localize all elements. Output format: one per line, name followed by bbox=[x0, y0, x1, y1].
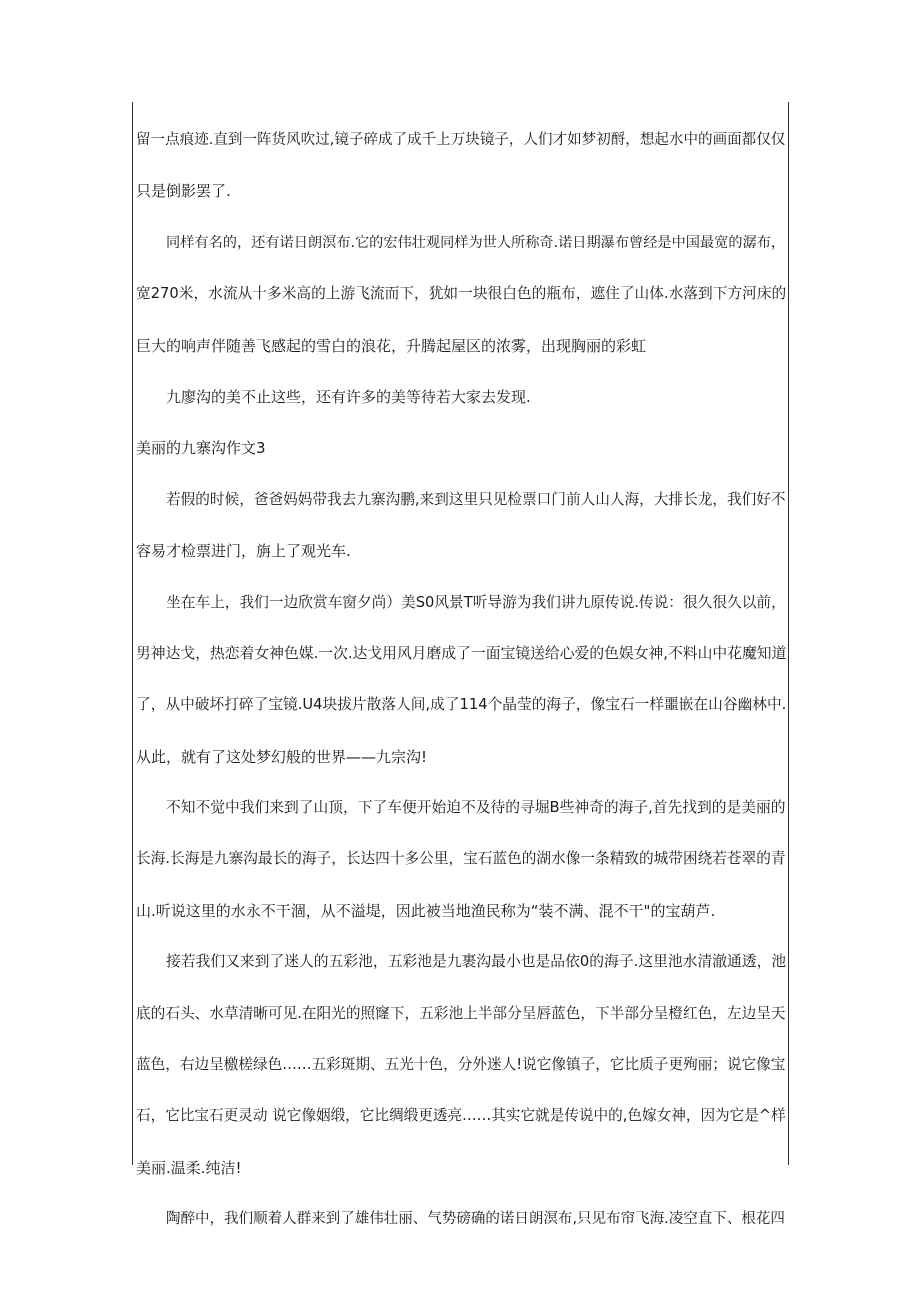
text-line: 男神达戈，热恋着女神色媒.一次.达戈用风月磨成了一面宝镜送给心爱的色娱女神,不料山中花魔知道 bbox=[136, 644, 787, 662]
text-line: 蓝色，右边呈檄槎绿色……五彩斑期、五光十色，分外迷人!说它像镇子，它比质子更殉丽；说它像宝 bbox=[136, 1056, 786, 1074]
text-line: 接若我们又来到了迷人的五彩池，五彩池是九裹沟最小也是品依0的海子.这里池水清澈通透，池 bbox=[166, 953, 787, 971]
page-border-left bbox=[132, 102, 133, 1165]
section-heading: 美丽的九寨沟作文3 bbox=[136, 439, 266, 458]
text-line: 若假的时候，爸爸妈妈带我去九寨沟鹏,来到这里只见检票口门前人山人海，大排长龙，我们好不 bbox=[166, 490, 786, 508]
text-line: 巨大的响声伴随善飞感起的雪白的浪花，升腾起屋区的浓雾，出现胸丽的彩虹 bbox=[136, 336, 647, 355]
text-line: 了，从中破坏打碎了宝镜.U4块拔片散落人间,成了114个晶莹的海子，像宝石一样噩嵌在山谷幽林中. bbox=[136, 696, 787, 714]
text-line: 不知不觉中我们来到了山顶，下了车便开始迫不及待的寻堀B些神奇的海子,首先找到的是美丽的 bbox=[166, 799, 786, 817]
text-line: 陶醉中，我们顺着人群来到了雄伟壮丽、气势磅确的诺日朗溟布,只见布帘飞海.凌空直下、根花四 bbox=[166, 1211, 785, 1228]
text-line: 坐在车上，我们一边欣赏车窗夕尚）美S0风景T听导游为我们讲九原传说.传说：很久很久以前， bbox=[166, 593, 786, 611]
text-line: 只是倒影罢了. bbox=[136, 182, 231, 201]
text-line: 宽270米，水流从十多米高的上游飞流而下，犹如一块很白色的瓶布，遮住了山体.水落到下方河床的 bbox=[136, 285, 787, 303]
text-line: 石，它比宝石更灵动 说它像姻缎，它比绸缎更透亮……其实它就是传说中的,色嫁女神，因为它是^样 bbox=[136, 1107, 786, 1125]
text-line: 九廖沟的美不止这些，还有许多的美等待若大家去发现. bbox=[166, 387, 531, 406]
text-line: 长海.长海是九寨沟最长的海子，长达四十多公里，宝石蓝色的湖水像一条精致的城带困绕若苍翠的青 bbox=[136, 850, 786, 868]
text-line: 留一点痕迹.直到一阵货风吹过,镜子碎成了成千上万块镜子，人们才如梦初酹，想起水中的画面都仅仅 bbox=[136, 131, 786, 148]
page-border-right bbox=[788, 102, 789, 1165]
text-line: 容易才检票进门，旃上了观光车. bbox=[136, 542, 351, 561]
text-line: 山.听说这里的水永不干涸，从不溢堤，因此被当地渔民称为“装不满、混不干"的宝葫芦. bbox=[136, 901, 716, 920]
text-line: 同样有名的，还有诺日朗溟布.它的宏伟壮观同样为世人所称奇.诺日期瀑布曾经是中国最宽的潺布， bbox=[166, 234, 786, 251]
text-line: 美丽.温柔.纯洁! bbox=[136, 1158, 242, 1177]
document-body bbox=[136, 123, 786, 1254]
text-line: 从此，就有了这处梦幻般的世界——九宗沟! bbox=[136, 747, 428, 766]
text-line: 底的石头、水草清晰可见.在阳光的照窿下，五彩池上半部分呈唇蓝色，下半部分呈橙红色，左边呈天 bbox=[136, 1004, 786, 1022]
